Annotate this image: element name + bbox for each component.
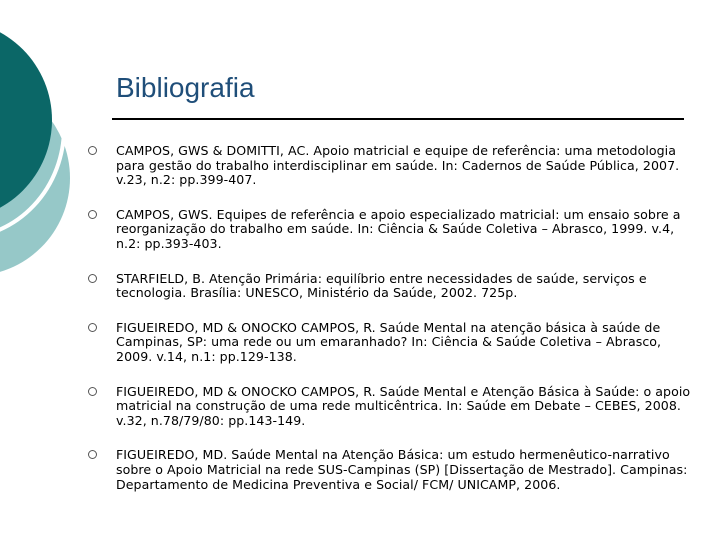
reference-text: CAMPOS, GWS. Equipes de referência e apoio especializado matricial: um ensaio sobre a reorganização do trabalho em saúde. In: Ciência & Saúde Coletiva – Abrasco, 1999. v.4, n.2: pp.393-403. (116, 206, 681, 251)
reference-text: CAMPOS, GWS & DOMITTI, AC. Apoio matricial e equipe de referência: uma metodologia para gestão do trabalho interdisciplinar em saúde. In: Cadernos de Saúde Pública, 2007. v.23, n.2: pp.399-407. (116, 143, 680, 188)
reference-text: FIGUEIREDO, MD. Saúde Mental na Atenção Básica: um estudo hermenêutico-narrativo sobre o Apoio Matricial na rede SUS-Campinas (SP) [Dissertação de Mestrado]. Campinas: Departamento de Medicina Preventiva e Social/ FCM/ UNICAMP, 2006. (116, 447, 688, 492)
circle-bullet-icon (88, 274, 97, 283)
circle-bullet-icon (88, 146, 97, 155)
list-item (84, 144, 696, 188)
page-title: Bibliografia (116, 72, 255, 103)
reference-text: STARFIELD, B. Atenção Primária: equilíbrio entre necessidades de saúde, serviços e tecnologia. Brasília: UNESCO, Ministério da Saúde, 2002. 725p. (116, 270, 647, 301)
list-item (84, 208, 696, 252)
list-item (84, 448, 696, 492)
circle-bullet-icon (88, 450, 97, 459)
title-divider (112, 118, 684, 120)
list-item (84, 321, 696, 365)
reference-text: FIGUEIREDO, MD & ONOCKO CAMPOS, R. Saúde Mental e Atenção Básica à Saúde: o apoio matricial na construção de uma rede multicêntrica. In: Saúde em Debate – CEBES, 2008. v.32, n.78/79/80: pp.143-149. (116, 383, 691, 428)
reference-list (84, 144, 696, 492)
list-item (84, 272, 696, 301)
reference-text: FIGUEIREDO, MD & ONOCKO CAMPOS, R. Saúde Mental na atenção básica à saúde de Campinas, SP: uma rede ou um emaranhado? In: Ciência & Saúde Coletiva – Abrasco, 2009. v.14, n.1: pp.129-138. (116, 319, 662, 364)
circle-bullet-icon (88, 323, 97, 332)
list-item (84, 385, 696, 429)
circle-bullet-icon (88, 387, 97, 396)
circle-bullet-icon (88, 210, 97, 219)
